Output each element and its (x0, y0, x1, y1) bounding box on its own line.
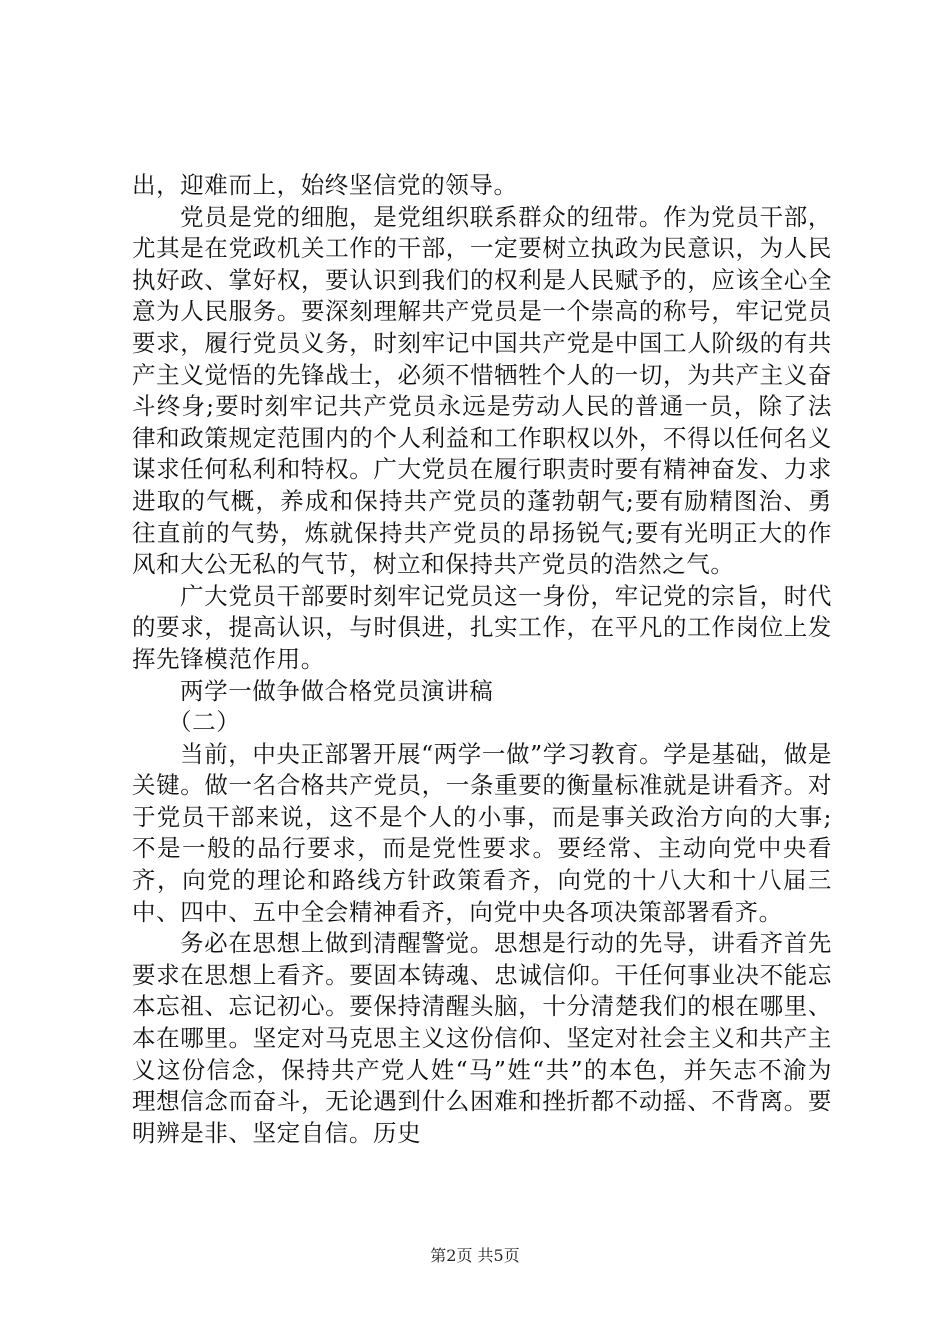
section-number: （二） (168, 708, 241, 737)
page-indicator: 第2页 共5页 (430, 1246, 520, 1265)
paragraph-continuation: 出，迎难而上，始终坚信党的领导。 (132, 171, 518, 199)
page-footer (0, 1246, 950, 1266)
paragraph-party-member-cell: 党员是党的细胞，是党组织联系群众的纽带。作为党员干部，尤其是在党政机关工作的干部，一定要树立执政为民意识，为人民执好政、掌好权，要认识到我们的权利是人民赋予的，应该全心全意为人民服务。要深刻理解共产党员是一个崇高的称号，牢记党员要求，履行党员义务，时刻牢记中国共产党是中国工人阶级的有共产主义觉悟的先锋战士，必须不惜牺牲个人的一切，为共产主义奋斗终身;要时刻牢记共产党员永远是劳动人民的普通一员，除了法律和政策规定范围内的个人利益和工作职权以外，不得以任何名义谋求任何私利和特权。广大党员在履行职责时要有精神奋发、力求进取的气概，养成和保持共产党员的蓬勃朝气;要有励精图治、勇往直前的气势，炼就保持共产党员的昂扬锐气;要有光明正大的作风和大公无私的气节，树立和保持共产党员的浩然之气。 (132, 202, 832, 579)
paragraph-keep-in-mind: 广大党员干部要时刻牢记党员这一身份，牢记党的宗旨，时代的要求，提高认识，与时俱进，扎实工作，在平凡的工作岗位上发挥先锋模范作用。 (132, 581, 832, 673)
paragraph-ideological-alertness: 务必在思想上做到清醒警觉。思想是行动的先导，讲看齐首先要求在思想上看齐。要固本铸魂、忠诚信仰。干任何事业决不能忘本忘祖、忘记初心。要保持清醒头脑，十分清楚我们的根在哪里、本在哪里。坚定对马克思主义这份信仰、坚定对社会主义和共产主义这份信念，保持共产党人姓“马”姓“共”的本色，并矢志不渝为理想信念而奋斗，无论遇到什么困难和挫折都不动摇、不背离。要明辨是非、坚定自信。历史 (132, 929, 832, 1147)
speech-title: 两学一做争做合格党员演讲稿 (180, 676, 494, 705)
paragraph-two-studies-one-do: 当前，中央正部署开展“两学一做”学习教育。学是基础，做是关键。做一名合格共产党员，一条重要的衡量标准就是讲看齐。对于党员干部来说，这不是个人的小事，而是事关政治方向的大事;不是一般的品行要求，而是党性要求。要经常、主动向党中央看齐，向党的理论和路线方针政策看齐，向党的十八大和十八届三中、四中、五中全会精神看齐，向党中央各项决策部署看齐。 (132, 739, 832, 926)
document-body (132, 170, 832, 1149)
